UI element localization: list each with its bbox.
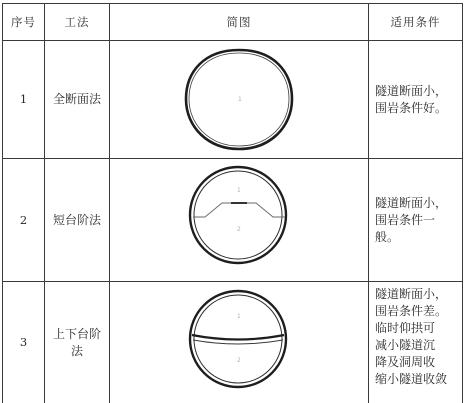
row-3-method: 上下台阶 法 (52, 326, 101, 358)
row-3-conditions: 隧道断面小， 围岩条件差。 临时仰拱可 减小隧道沉 降及洞周收 缩小隧道收敛 (375, 287, 448, 386)
row-2-marker-2: 2 (237, 226, 241, 233)
row-2-marker-1: 1 (237, 187, 241, 194)
row-3-marker-2: 2 (237, 357, 241, 364)
header-method: 工法 (64, 14, 90, 29)
row-1-marker-1: 1 (238, 96, 242, 103)
row-1-seq: 1 (19, 92, 28, 106)
row-3-marker-1: 1 (237, 313, 241, 320)
table-border-right (462, 3, 463, 403)
row-1-diagram-full-face (110, 41, 368, 158)
header-seq: 序号 (11, 14, 36, 29)
header-diagram: 简图 (226, 14, 252, 29)
row-3-seq: 3 (19, 335, 28, 349)
row-2-diagram-short-bench (110, 159, 368, 281)
row-2-conditions: 隧道断面小， 围岩条件一 般。 (375, 195, 448, 244)
row-2-seq: 2 (19, 212, 28, 227)
header-conditions: 适用条件 (390, 14, 441, 29)
row-2-method: 短台阶法 (52, 212, 101, 227)
row-1-conditions: 隧道断面小， 围岩条件好。 (375, 83, 448, 115)
row-3-diagram-upper-lower-bench (110, 282, 368, 403)
row-1-method: 全断面法 (52, 92, 101, 106)
